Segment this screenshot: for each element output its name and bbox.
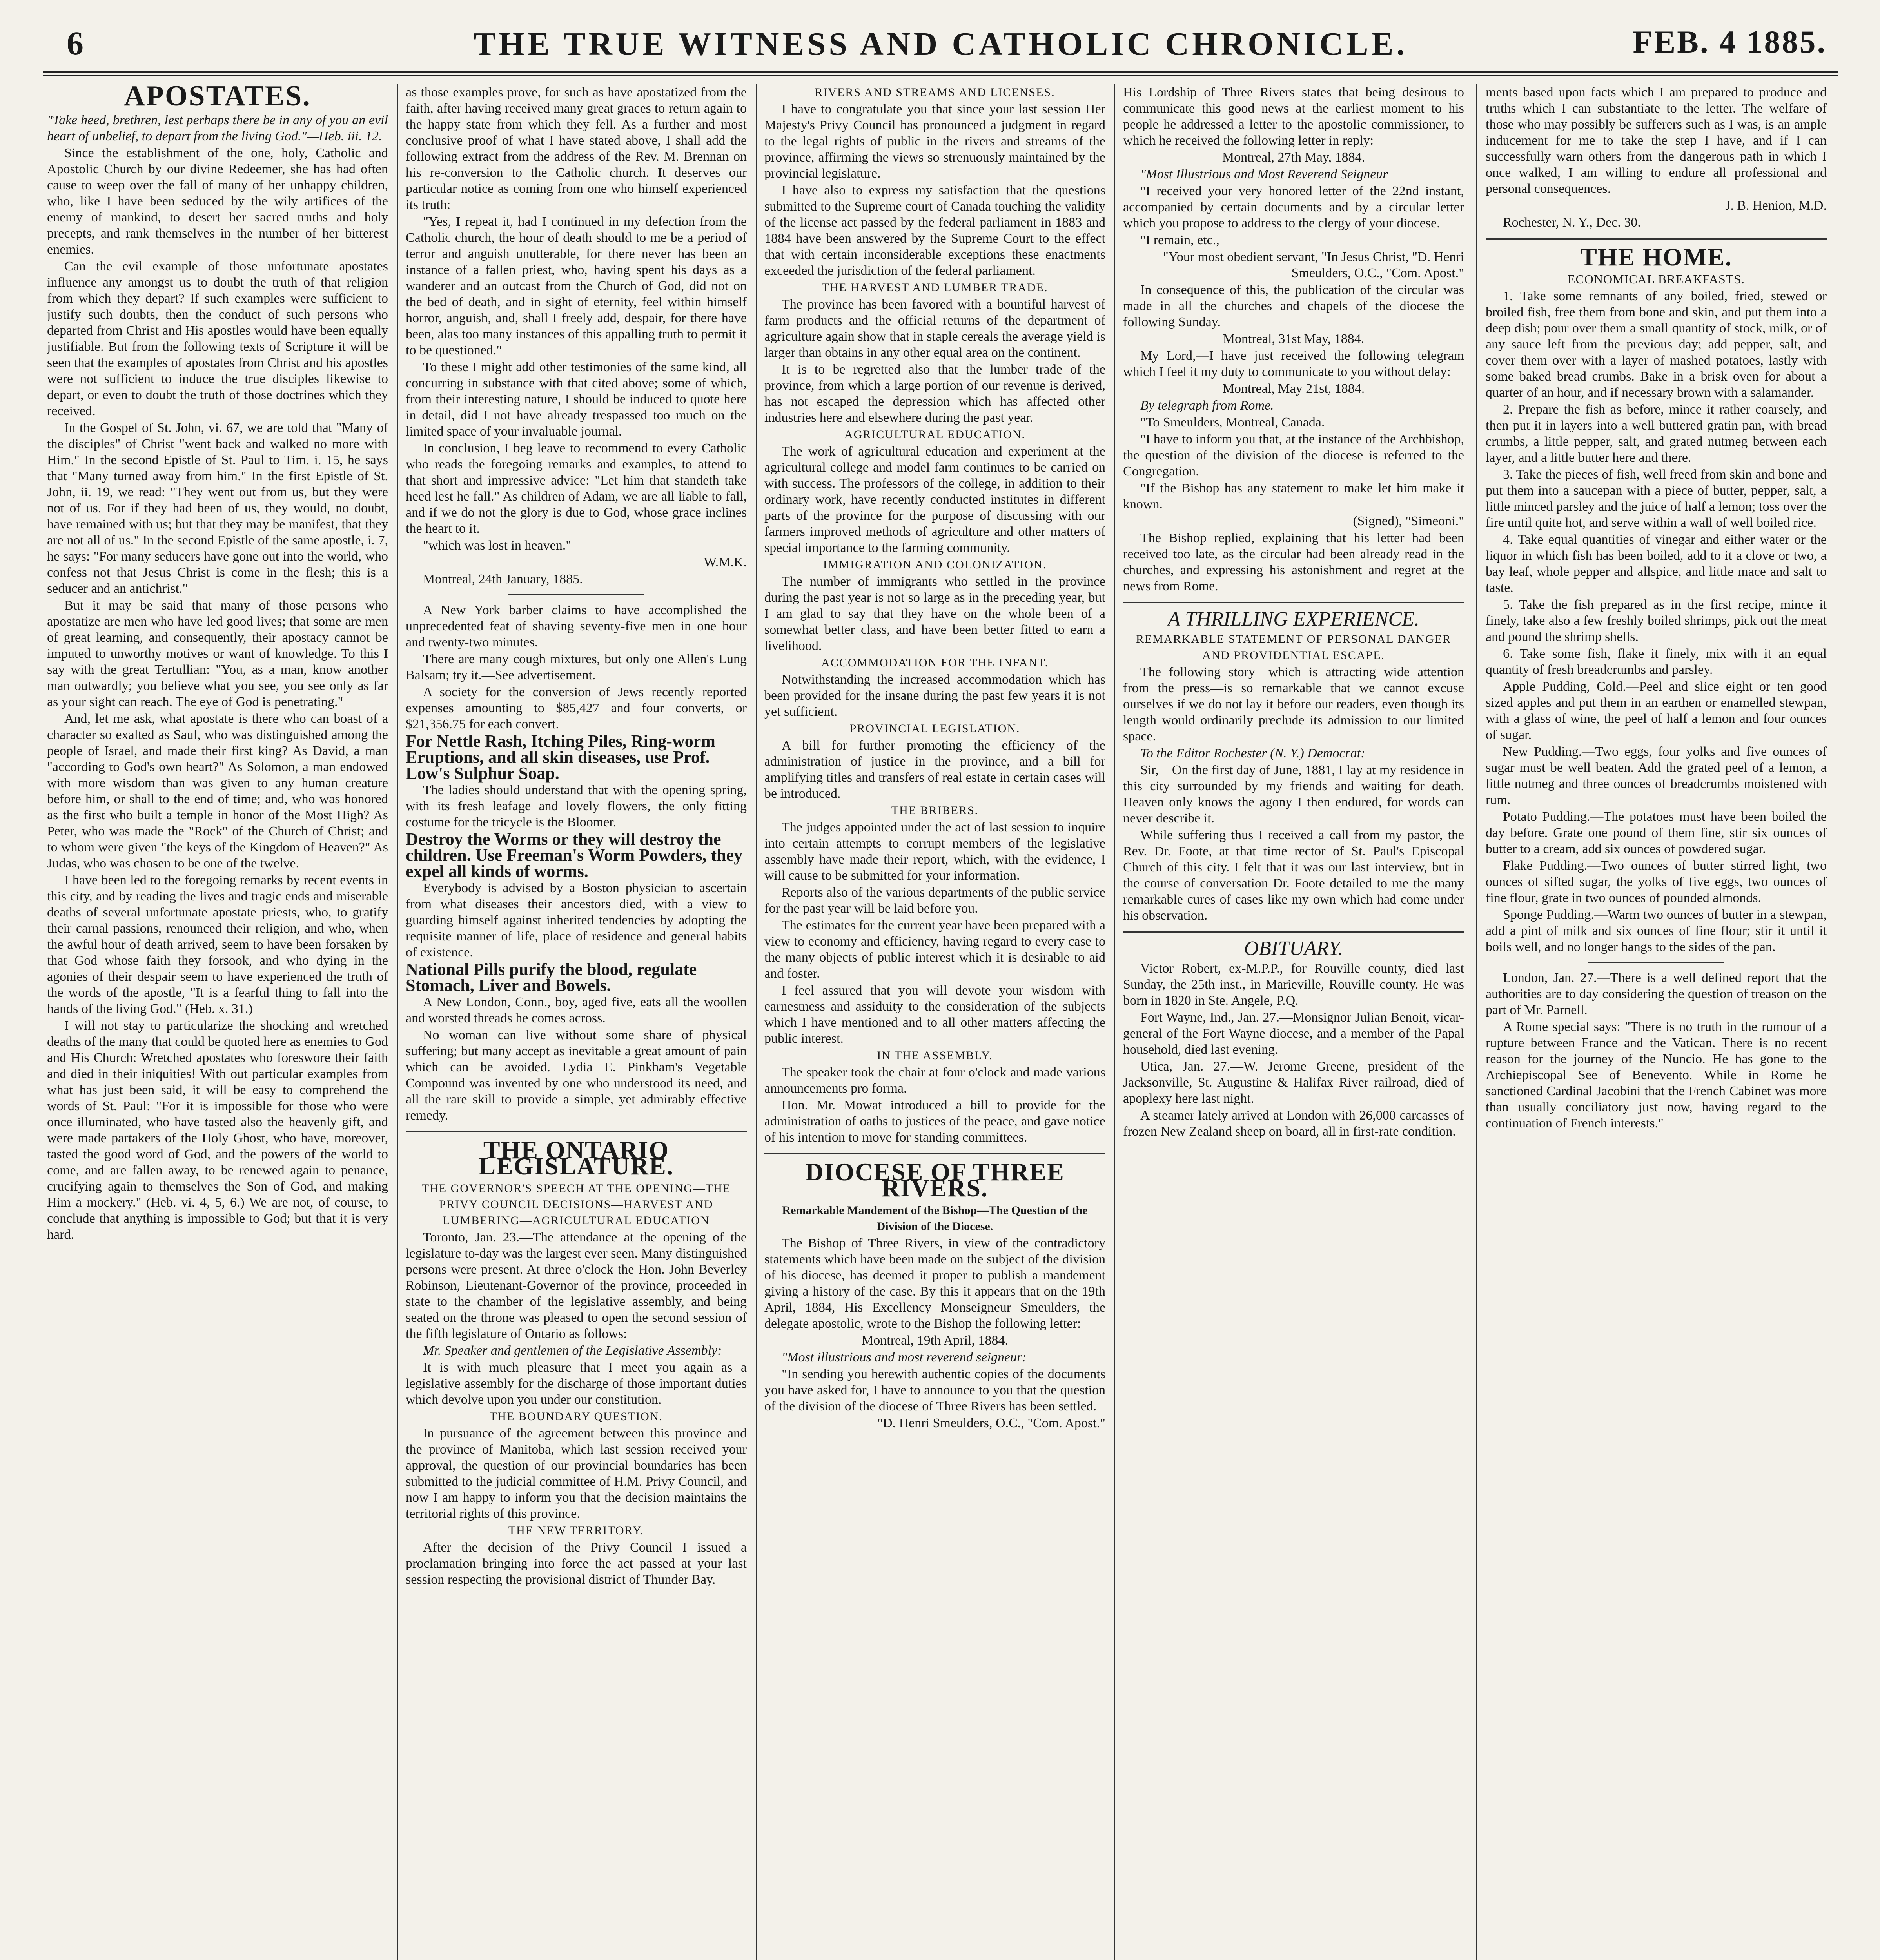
section-heading: ACCOMMODATION FOR THE INFANT.: [821, 656, 1049, 669]
paragraph: The Bishop of Three Rivers, in view of the contradictory statements which have been made on the subject of the division of his diocese, has deemed it proper to publish a mandement giving a history of the case. By this it appears that on the 19th April, 1884, His Excellency Monseigneur Smeulders, the delegate apostolic, wrote to the Bishop the following letter:: [764, 1236, 1105, 1331]
section-heading: AGRICULTURAL EDUCATION.: [844, 428, 1026, 441]
brief: A New London, Conn., boy, aged five, eats all the woollen and worsted threads he comes across.: [406, 995, 747, 1025]
article-heading-three-rivers: DIOCESE OF THREE RIVERS.: [805, 1158, 1065, 1202]
paragraph: After the decision of the Privy Council I issued a proclamation bringing into force the act passed at your last session respecting the provisional district of Thunder Bay.: [406, 1540, 747, 1587]
dateline: Montreal, 27th May, 1884.: [1222, 150, 1365, 165]
advertisement-heading: Destroy the Worms or they will destroy the children. Use Freeman's Worm Powders, they expel all kinds of worms.: [406, 829, 743, 881]
paragraph: His Lordship of Three Rivers states that being desirous to communicate this good news at the earliest moment to his people he addressed a letter to the apostolic commissioner, to which he received the following letter in reply:: [1123, 85, 1464, 148]
signature: (Signed), "Simeoni.": [1353, 514, 1464, 528]
paragraph: New Pudding.—Two eggs, four yolks and five ounces of sugar must be well beaten. Add the grated peel of a lemon, a little nutmeg and three ounces of breadcrumbs moistened with rum.: [1486, 744, 1827, 807]
paragraph: 5. Take the fish prepared as in the first recipe, mince it finely, take also a few freshly boiled shrimps, pick out the meat and pound the shrimp shells.: [1486, 597, 1827, 644]
paragraph: Sponge Pudding.—Warm two ounces of butter in a stewpan, add a pint of milk and six ounces of fine flour; stir it until it boils well, and no longer hangs to the sides of the pan.: [1486, 907, 1827, 954]
newspaper-page: [43, 16, 1838, 1960]
paragraph: To the Editor Rochester (N. Y.) Democrat:: [1140, 746, 1365, 760]
paragraph: In conclusion, I beg leave to recommend to every Catholic who reads the foregoing remarks and examples, to attend to that short and impressive advice: "Let him that standeth take heed lest he fall." As children of Adam, we are all liable to fall, and if we do not the glory is due to God, whose grace inclines the heart to it.: [406, 441, 747, 536]
dateline: Montreal, May 21st, 1884.: [1222, 381, 1365, 396]
paragraph: I have to congratulate you that since your last session Her Majesty's Privy Council has pronounced a judgment in regard to the legal rights of public in the rivers and streams of the province, affirming the views so strenuously maintained by the provincial legislature.: [764, 102, 1105, 181]
paragraph: ments based upon facts which I am prepared to produce and truths which I can substantiate to the letter. The welfare of those who may possibly be sufferers such as I was, is an ample inducement for me to take the step I have, and if I can successfully warn others from the dangerous path in which I once walked, I am willing to endure all professional and personal consequences.: [1486, 85, 1827, 196]
paragraph: I have been led to the foregoing remarks by recent events in this city, and by reading the lives and tragic ends and miserable deaths of several unfortunate apostate priests, who, to gratify their carnal passions, renounced their religion, and who, when the awful hour of death arrived, seem to have been forsaken by that God whose faith they forsook, and who dying in the agonies of their despair seem to have experienced the truth of the words of the apostle, "It is a fearful thing to fall into the hands of the living God." (Heb. x. 31.): [47, 873, 388, 1016]
paragraph: "To Smeulders, Montreal, Canada.: [1140, 415, 1325, 430]
paragraph: In pursuance of the agreement between this province and the province of Manitoba, which last session received your approval, the question of our provincial boundaries has been submitted to the judicial committee of H.M. Privy Council, and now I am happy to inform you that the decision maintains the territorial rights of this province.: [406, 1426, 747, 1521]
paragraph: "Yes, I repeat it, had I continued in my defection from the Catholic church, the hour of death should to me be a period of terror and anguish unutterable, for there never has been an instance of a fallen priest, who, having spent his days as a wanderer and an outcast from the Church of God, did not on the bed of death, and in sight of eternity, feel within himself horror, anguish, and, shall I freely add, despair, for there have been, alas too many instances of this appalling truth to permit it to be questioned.": [406, 214, 747, 358]
masthead: [43, 16, 1838, 74]
paragraph: 3. Take the pieces of fish, well freed from skin and bone and put them into a saucepan with a piece of butter, pepper, salt, a little minced parsley and the juice of half a lemon; toss over the fire until quite hot, and serve within a wall of well boiled rice.: [1486, 467, 1827, 530]
paragraph: In the Gospel of St. John, vi. 67, we are told that "Many of the disciples" of Christ "went back and walked no more with Him." In the second Epistle of St. Paul to Tim. i. 15, he says that "Many turned away from him." In the first Epistle of St. John, ii. 19, we read: "They went out from us, but they were not of us. For if they had been of us, they would, no doubt, have remained with us; but that they may be manifest, that they are not all of us." In the second Epistle of the same apostle, i. 7, he says: "For many seducers have gone out into the world, who confess not that Jesus Christ is come in the flesh; this is a seducer and an antichrist.": [47, 421, 388, 596]
paragraph: But it may be said that many of those persons who apostatize are men who have led good lives; that some are men of great learning, and consequently, their apostacy cannot be imputed to unworthy motives or want of knowledge. To this I say with the great Tertullian: "You, as a man, know another man outwardly; you believe what you see, you see only as far as your sight can reach. The eye of God is penetrating.": [47, 598, 388, 709]
separator: [1486, 238, 1827, 240]
page-number: 6: [67, 24, 83, 62]
paragraph: It is to be regretted also that the lumber trade of the province, from which a large portion of our revenue is derived, has not escaped the depression which has affected other industries here and elsewhere during the past year.: [764, 362, 1105, 425]
brief: Everybody is advised by a Boston physician to ascertain from what diseases their ancestors died, with a view to guarding himself against inherited tendencies by adopting the requisite manner of life, place of residence and general habits of existence.: [406, 881, 747, 960]
separator: [1123, 602, 1464, 603]
advertisement-heading: National Pills purify the blood, regulate Stomach, Liver and Bowels.: [406, 960, 697, 995]
paragraph: Potato Pudding.—The potatoes must have been boiled the day before. Grate one pound of them fine, stir six ounces of butter to a cream, add six ounces of powdered sugar.: [1486, 809, 1827, 856]
brief: No woman can live without some share of physical suffering; but many accept as inevitable a great amount of pain which can be avoided. Lydia E. Pinkham's Vegetable Compound was invented by one who understood its need, and all the rare skill to provide a simple, yet admirably effective remedy.: [406, 1028, 747, 1123]
separator: [1588, 962, 1724, 963]
column-1: [47, 84, 388, 1960]
paragraph: I have also to express my satisfaction that the questions submitted to the Supreme court of Canada touching the validity of the license act passed by the federal parliament in 1883 and 1884 have been answered by the Supreme Court to the effect that with certain inconsiderable exceptions these enactments exceeded the jurisdiction of the federal parliament.: [764, 183, 1105, 278]
paper-title: THE TRUE WITNESS AND CATHOLIC CHRONICLE.: [474, 26, 1408, 62]
paragraph: It is with much pleasure that I meet you again as a legislative assembly for the discharge of those important duties which devolve upon you under our constitution.: [406, 1360, 747, 1407]
section-heading: IN THE ASSEMBLY.: [877, 1049, 993, 1062]
column-rule: [1476, 84, 1477, 1960]
paragraph: The following story—which is attracting wide attention from the press—is so remarkable that we cannot excuse ourselves if we do not lay it before our readers, even though its length would ordinarily preclude its admission to our limited space.: [1123, 665, 1464, 744]
paragraph: "Most illustrious and most reverend seigneur:: [782, 1350, 1027, 1365]
paragraph: The province has been favored with a bountiful harvest of farm products and the official returns of the department of agriculture again show that in staple cereals the average yield is larger than obtains in any other equal area on the continent.: [764, 297, 1105, 360]
column-3: [764, 84, 1105, 1960]
paragraph: Can the evil example of those unfortunate apostates influence any amongst us to doubt the truth of that religion from which they depart? If such examples were sufficient to justify such doubts, then the conduct of such persons who departed from Christ and His apostles would have been equally justifiable. But from the following texts of Scripture it will be seen that the examples of apostates from Christ and his apostles were not sufficient to induce the true disciples likewise to depart, or even to doubt the truth of those doctrines which they received.: [47, 259, 388, 418]
paragraph: Apple Pudding, Cold.—Peel and slice eight or ten good sized apples and put them in an earthen or enamelled stewpan, with a glass of wine, the peel of half a lemon and four ounces of sugar.: [1486, 679, 1827, 742]
separator: [764, 1153, 1105, 1154]
column-4: [1123, 84, 1464, 1960]
signature: W.M.K.: [704, 555, 747, 570]
masthead-rule-thin: [43, 75, 1838, 76]
article-heading-thrilling: A THRILLING EXPERIENCE.: [1168, 608, 1419, 630]
column-2: [406, 84, 747, 1960]
paragraph: The number of immigrants who settled in the province during the past year is not so large as in the preceding year, but I am glad to say that they have on the whole been of a somewhat better class, and have been better fitted to earn a livelihood.: [764, 574, 1105, 653]
column-rule: [397, 84, 398, 1960]
section-heading: THE NEW TERRITORY.: [508, 1524, 644, 1537]
paragraph: A steamer lately arrived at London with 26,000 carcasses of frozen New Zealand sheep on board, all in first-rate condition.: [1123, 1108, 1464, 1139]
dateline: Rochester, N. Y., Dec. 30.: [1503, 215, 1641, 230]
dateline: Montreal, 31st May, 1884.: [1223, 332, 1365, 346]
paragraph: "Most Illustrious and Most Reverend Seigneur: [1140, 167, 1388, 181]
section-heading: PROVINCIAL LEGISLATION.: [849, 722, 1020, 735]
paragraph: Victor Robert, ex-M.P.P., for Rouville county, died last Sunday, the 25th inst., in Marieville, Rouville county. He was born in 1820 in Ste. Angele, P.Q.: [1123, 961, 1464, 1008]
paragraph: The work of agricultural education and experiment at the agricultural college and model farm continues to be carried on with success. The professors of the college, in addition to their ordinary work, have recently conducted institutes in different parts of the province for the purpose of discussing with our farmers improved methods of agriculture and other matters of special importance to the farming community.: [764, 444, 1105, 555]
paragraph: "which was lost in heaven.": [423, 538, 572, 553]
paragraph: "In sending you herewith authentic copies of the documents you have asked for, I have to announce to you that the question of the division of the diocese of Three Rivers has been settled.: [764, 1367, 1105, 1414]
paragraph: Hon. Mr. Mowat introduced a bill to provide for the administration of oaths to justices of the peace, and gave notice of his intention to move for standing committees.: [764, 1098, 1105, 1145]
signature: J. B. Henion, M.D.: [1725, 198, 1827, 213]
paragraph: Sir,—On the first day of June, 1881, I lay at my residence in this city surrounded by my friends and waiting for death. Heaven only knows the agony I then endured, for words can never describe it.: [1123, 763, 1464, 826]
article-deck: REMARKABLE STATEMENT OF PERSONAL DANGER AND PROVIDENTIAL ESCAPE.: [1136, 633, 1451, 662]
paragraph: The speaker took the chair at four o'clock and made various announcements pro forma.: [764, 1065, 1105, 1096]
paragraph: as those examples prove, for such as have apostatized from the faith, after having received many great graces to return again to the happy state from which they fell. As a further and most conclusive proof of what I have stated above, I shall add the following extract from the address of the Rev. M. Brennan on his re-conversion to the Catholic church. It deserves our particular notice as coming from one who himself experienced its truth:: [406, 85, 747, 212]
paragraph: Since the establishment of the one, holy, Catholic and Apostolic Church by our divine Redeemer, she has had often cause to weep over the fall of many of her unhappy children, who, like I have been seduced by the wily artifices of the enemy of mankind, to desert her sacred truths and holy precepts, and rank themselves in the number of her bitterest enemies.: [47, 146, 388, 257]
paragraph: Flake Pudding.—Two ounces of butter stirred light, two ounces of sifted sugar, the yolks of five eggs, two ounces of fine flour, grate in two ounces of pounded almonds.: [1486, 858, 1827, 905]
section-heading: THE BOUNDARY QUESTION.: [489, 1410, 663, 1423]
epigraph: "Take heed, brethren, lest perhaps there be in any of you an evil heart of unbelief, to depart from the living God."—Heb. iii. 12.: [47, 113, 388, 143]
paragraph: I feel assured that you will devote your wisdom with earnestness and assiduity to the consideration of the subjects which I have mentioned and to all other matters affecting the public interest.: [764, 983, 1105, 1046]
paragraph: And, let me ask, what apostate is there who can boast of a character so exalted as Saul, who was distinguished among the people of Israel, and made their first king? As David, a man "according to God's own heart?" As Solomon, a man endowed with more wisdom than was given to any human creature before him, or shall to the end of time; and, who was honored as the first who built a temple in honor of the Most High? As Peter, who was made the "Rock" of the Church of Christ; and to whom were given "the keys of the Kingdom of Heaven?" As Judas, who was chosen to be one of the twelve.: [47, 711, 388, 871]
paragraph: Mr. Speaker and gentlemen of the Legislative Assembly:: [423, 1343, 722, 1358]
brief: There are many cough mixtures, but only one Allen's Lung Balsam; try it.—See advertisement.: [406, 652, 747, 682]
paragraph: By telegraph from Rome.: [1140, 398, 1274, 413]
paragraph: Utica, Jan. 27.—W. Jerome Greene, president of the Jacksonville, St. Augustine & Halifax River railroad, died of apoplexy here last night.: [1123, 1059, 1464, 1106]
column-rule: [756, 84, 757, 1960]
article-heading-obituary: OBITUARY.: [1244, 937, 1343, 960]
column-5: [1486, 84, 1827, 1960]
section-heading: THE HARVEST AND LUMBER TRADE.: [822, 281, 1048, 294]
paragraph: While suffering thus I received a call from my pastor, the Rev. Dr. Foote, at that time rector of St. Paul's Episcopal Church of this city. I felt that it was our last interview, but in the course of conversation Dr. Foote detailed to me the many remarkable cures of cases like my own which had come under his observation.: [1123, 828, 1464, 923]
brief: A society for the conversion of Jews recently reported expenses amounting to $85,427 and four converts, or $21,356.75 for each convert.: [406, 685, 747, 731]
article-heading-ontario: THE ONTARIO LEGISLATURE.: [479, 1136, 674, 1180]
separator: [508, 594, 644, 595]
paragraph: A Rome special says: "There is no truth in the rumour of a rupture between France and the Vatican. There is no recent reason for the journey of the Nuncio. He has gone to the Archiepiscopal See of Benevento. While in Rome he sanctioned Cardinal Jacobini that the French Cabinet was more than usually conciliatory just now, having regard to the continuation of French interests.": [1486, 1020, 1827, 1131]
article-deck: Remarkable Mandement of the Bishop—The Question of the Division of the Diocese.: [782, 1204, 1088, 1233]
section-heading: RIVERS AND STREAMS AND LICENSES.: [815, 86, 1055, 99]
signature: "D. Henri Smeulders, O.C., "Com. Apost.": [877, 1416, 1105, 1430]
paragraph: Notwithstanding the increased accommodation which has been provided for the insane during the past few years it is not yet sufficient.: [764, 672, 1105, 719]
paragraph: 6. Take some fish, flake it finely, mix with it an equal quantity of fresh breadcrumbs and parsley.: [1486, 646, 1827, 677]
signature: "Your most obedient servant, "In Jesus Christ, "D. Henri Smeulders, O.C., "Com. Apost.": [1163, 250, 1464, 280]
paragraph: My Lord,—I have just received the following telegram which I feel it my duty to communicate to you without delay:: [1123, 348, 1464, 379]
advertisement-heading: For Nettle Rash, Itching Piles, Ring-worm Eruptions, and all skin diseases, use Prof. Low's Sulphur Soap.: [406, 731, 715, 783]
masthead-rule: [43, 71, 1838, 73]
paragraph: "I received your very honored letter of the 22nd instant, accompanied by certain documents and by a circular letter which you propose to address to the clergy of your diocese.: [1123, 184, 1464, 230]
section-heading: IMMIGRATION AND COLONIZATION.: [823, 558, 1047, 571]
paragraph: 2. Prepare the fish as before, mince it rather coarsely, and then put it in layers into a well buttered gratin pan, with bread crumbs, a little pepper, salt, and grated nutmeg between each layer, and a little butter here and there.: [1486, 402, 1827, 465]
paragraph: The Bishop replied, explaining that his letter had been received too late, as the circular had been already read in the churches, and expressing his astonishment and regret at the news from Rome.: [1123, 531, 1464, 593]
brief: A New York barber claims to have accomplished the unprecedented feat of shaving seventy-five men in one hour and twenty-two minutes.: [406, 603, 747, 650]
paragraph: "I remain, etc.,: [1140, 233, 1219, 247]
paragraph: In consequence of this, the publication of the circular was made in all the churches and chapels of the diocese the following Sunday.: [1123, 283, 1464, 329]
dateline: Montreal, 19th April, 1884.: [862, 1333, 1008, 1348]
paragraph: Toronto, Jan. 23.—The attendance at the opening of the legislature to-day was the largest ever seen. Many distinguished persons were present. At three o'clock the Hon. John Beverley Robinson, Lieutenant-Governor of the province, proceeded in state to the chamber of the legislative assembly, and being seated on the throne was pleased to open the second session of the fifth legislature of Ontario as follows:: [406, 1230, 747, 1341]
paragraph: The judges appointed under the act of last session to inquire into certain attempts to corrupt members of the legislative assembly have made their report, which, with the evidence, I will cause to be submitted for your information.: [764, 820, 1105, 883]
paragraph: I will not stay to particularize the shocking and wretched deaths of the many that could be quoted here as enemies to God and His Church: Wretched apostates who foreswore their faith and died in their iniquities! With out particular examples from what has just been said, it will be easy to comprehend the words of St. Paul: "For it is impossible for those who were once illuminated, who have tasted also the heavenly gift, and were made partakers of the Holy Ghost, who have, moreover, tasted the good word of God, and the powers of the world to come, and are fallen away, to be renewed again to penance, crucifying again to themselves the Son of God, and making Him a mockery." (Heb. vi. 4, 5, 6.) We are not, of course, to conclude that anything is impossible to God; but that it is very hard.: [47, 1018, 388, 1242]
dateline: Montreal, 24th January, 1885.: [423, 572, 583, 586]
paragraph: To these I might add other testimonies of the same kind, all concurring in substance with that cited above; some of which, from their interesting nature, I should be induced to quote here in detail, did I not have already trespassed too much on the limited space of your invaluable journal.: [406, 360, 747, 439]
paragraph: The estimates for the current year have been prepared with a view to economy and efficiency, having regard to every case to the many objects of public interest which it is desirable to aid and foster.: [764, 918, 1105, 981]
article-heading-home: THE HOME.: [1580, 243, 1732, 271]
paragraph: A bill for further promoting the efficiency of the administration of justice in the province, and a bill for amplifying titles and transfers of real estate in certain cases will be introduced.: [764, 738, 1105, 801]
column-rule: [1114, 84, 1115, 1960]
article-heading-apostates: APOSTATES.: [124, 84, 311, 112]
separator: [1123, 931, 1464, 933]
issue-date: FEB. 4 1885.: [1633, 24, 1827, 60]
brief: The ladies should understand that with the opening spring, with its fresh leafage and lovely flowers, the only fitting costume for the tricycle is the Bloomer.: [406, 783, 747, 829]
paragraph: Fort Wayne, Ind., Jan. 27.—Monsignor Julian Benoit, vicar-general of the Fort Wayne diocese, and a member of the Papal household, died last evening.: [1123, 1010, 1464, 1057]
paragraph: 4. Take equal quantities of vinegar and either water or the liquor in which fish has been boiled, add to it a clove or two, a bay leaf, whole pepper and allspice, and little mace and salt to taste.: [1486, 532, 1827, 595]
paragraph: Reports also of the various departments of the public service for the past year will be laid before you.: [764, 885, 1105, 916]
section-heading: THE BRIBERS.: [891, 804, 979, 817]
separator: [406, 1131, 747, 1132]
section-heading: ECONOMICAL BREAKFASTS.: [1567, 272, 1745, 286]
article-deck: THE GOVERNOR'S SPEECH AT THE OPENING—THE PRIVY COUNCIL DECISIONS—HARVEST AND LUMBERING—AGRICULTURAL EDUCATION: [421, 1182, 731, 1227]
paragraph: "If the Bishop has any statement to make let him make it known.: [1123, 481, 1464, 512]
paragraph: "I have to inform you that, at the instance of the Archbishop, the question of the division of the diocese is referred to the Congregation.: [1123, 432, 1464, 479]
paragraph: 1. Take some remnants of any boiled, fried, stewed or broiled fish, free them from bone and skin, and put them into a deep dish; pour over them a small quantity of stock, milk, or of any sauce left from the previous day; add pepper, salt, and cover them over with a layer of mashed potatoes, lastly with some baked bread crumbs. Bake in a brisk oven for about a quarter of an hour, and if necessary brown with a salamander.: [1486, 289, 1827, 400]
paragraph: London, Jan. 27.—There is a well defined report that the authorities are to day considering the question of treason on the part of Mr. Parnell.: [1486, 971, 1827, 1017]
